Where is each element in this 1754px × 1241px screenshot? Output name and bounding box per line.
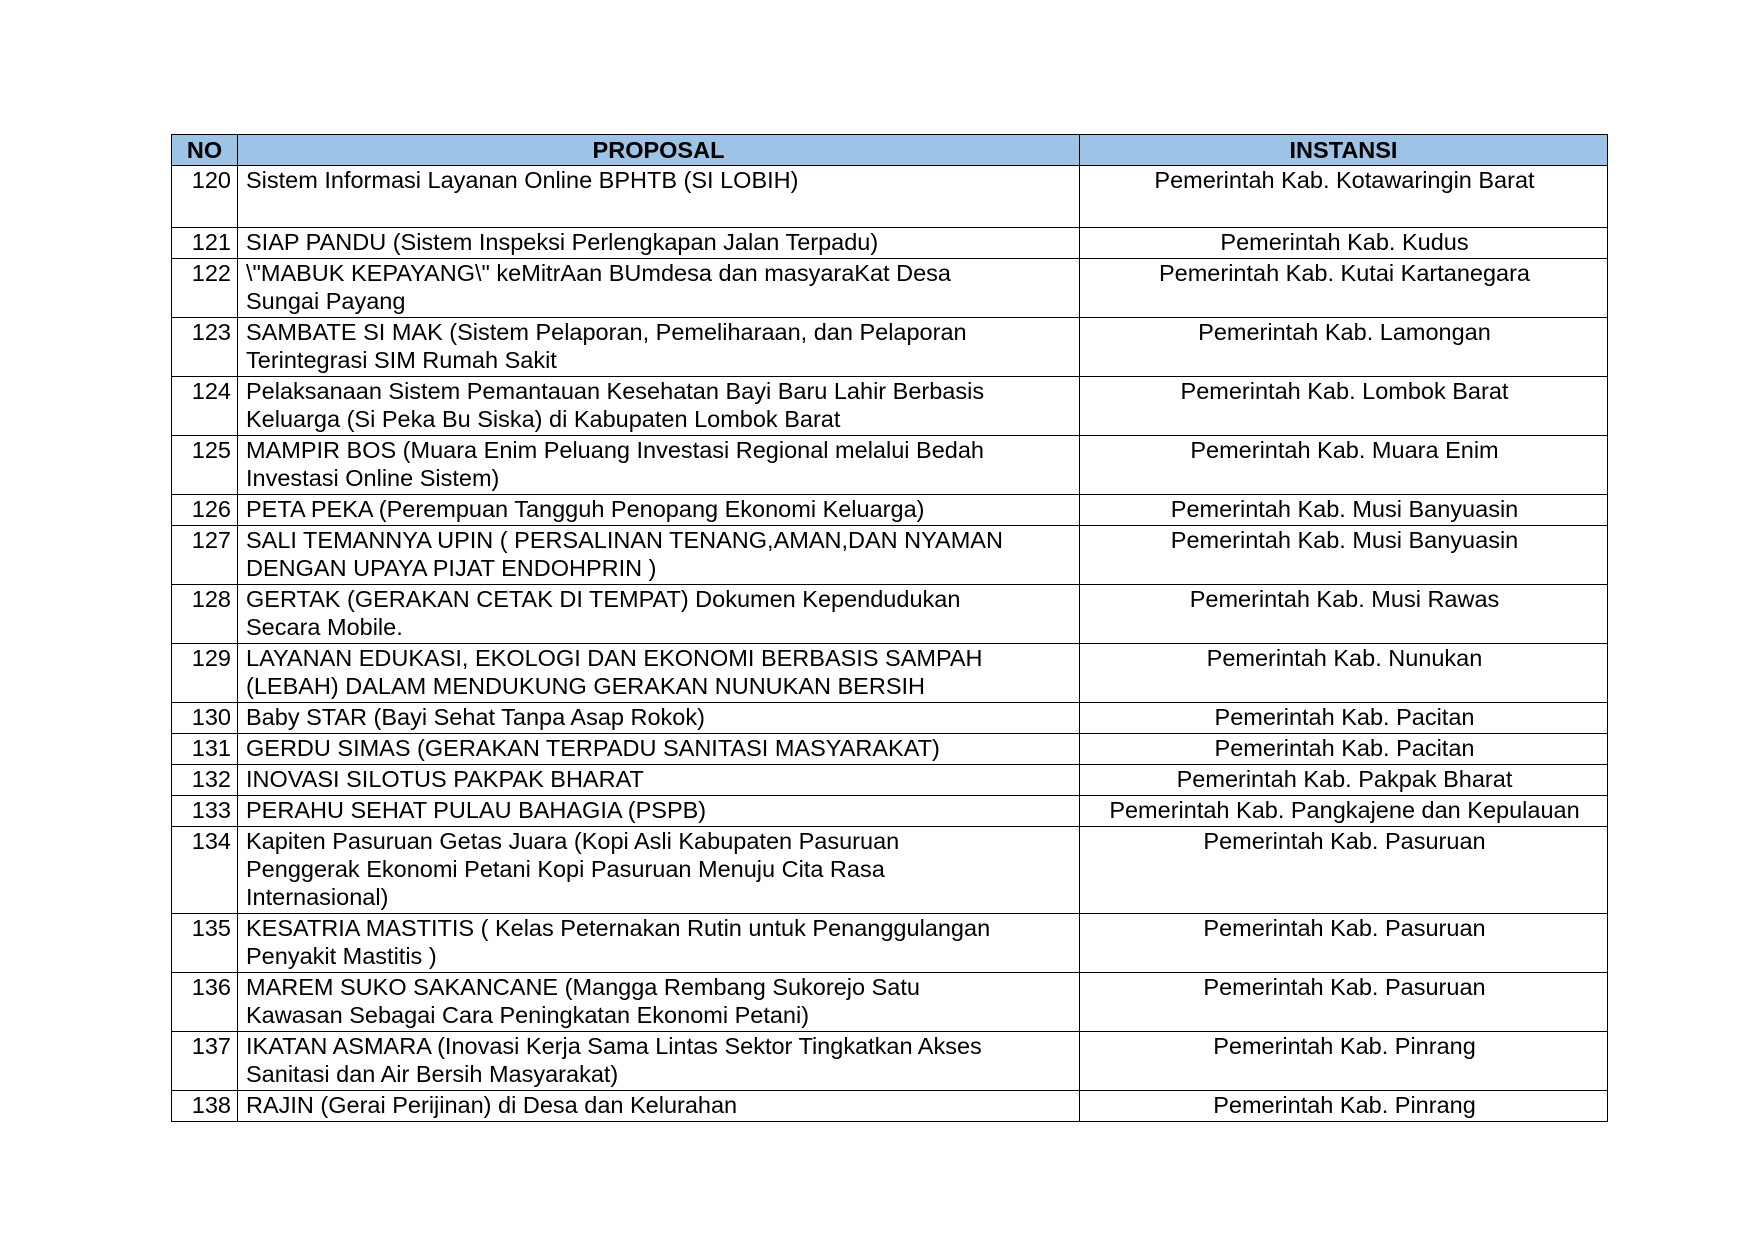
cell-no: 123 — [172, 318, 238, 377]
table-row — [172, 765, 1608, 796]
proposal-line: Baby STAR (Bayi Sehat Tanpa Asap Rokok) — [246, 704, 705, 730]
cell-proposal — [238, 526, 1080, 585]
cell-proposal — [238, 973, 1080, 1032]
cell-no: 135 — [172, 914, 238, 973]
proposal-line: Sistem Informasi Layanan Online BPHTB (SI LOBIH) — [246, 167, 799, 193]
cell-instansi: Pemerintah Kab. Pinrang — [1080, 1091, 1608, 1122]
proposal-line: SAMBATE SI MAK (Sistem Pelaporan, Pemeliharaan, dan Pelaporan — [246, 319, 967, 345]
cell-instansi: Pemerintah Kab. Pasuruan — [1080, 973, 1608, 1032]
cell-no: 126 — [172, 495, 238, 526]
cell-no: 134 — [172, 827, 238, 914]
cell-instansi: Pemerintah Kab. Musi Rawas — [1080, 585, 1608, 644]
header-no: NO — [172, 135, 238, 166]
cell-no: 131 — [172, 734, 238, 765]
proposal-line: GERDU SIMAS (GERAKAN TERPADU SANITASI MASYARAKAT) — [246, 735, 940, 761]
cell-no: 120 — [172, 166, 238, 228]
cell-no: 122 — [172, 259, 238, 318]
cell-proposal — [238, 1032, 1080, 1091]
proposal-table — [171, 134, 1608, 1122]
proposal-line: GERTAK (GERAKAN CETAK DI TEMPAT) Dokumen Kependudukan — [246, 586, 961, 612]
header-instansi: INSTANSI — [1080, 135, 1608, 166]
cell-proposal — [238, 436, 1080, 495]
table-row — [172, 1091, 1608, 1122]
proposal-line: Penggerak Ekonomi Petani Kopi Pasuruan Menuju Cita Rasa — [246, 856, 885, 882]
cell-instansi: Pemerintah Kab. Pacitan — [1080, 703, 1608, 734]
table-row — [172, 734, 1608, 765]
cell-proposal — [238, 318, 1080, 377]
cell-proposal — [238, 734, 1080, 765]
proposal-line: PERAHU SEHAT PULAU BAHAGIA (PSPB) — [246, 797, 707, 823]
cell-no: 128 — [172, 585, 238, 644]
cell-proposal — [238, 585, 1080, 644]
table-row — [172, 703, 1608, 734]
proposal-line: (LEBAH) DALAM MENDUKUNG GERAKAN NUNUKAN BERSIH — [246, 673, 925, 699]
proposal-line: Investasi Online Sistem) — [246, 465, 500, 491]
proposal-line: Sanitasi dan Air Bersih Masyarakat) — [246, 1061, 619, 1087]
cell-instansi: Pemerintah Kab. Pinrang — [1080, 1032, 1608, 1091]
cell-proposal — [238, 703, 1080, 734]
proposal-line: Pelaksanaan Sistem Pemantauan Kesehatan Bayi Baru Lahir Berbasis — [246, 378, 985, 404]
table-row — [172, 827, 1608, 914]
proposal-line: PETA PEKA (Perempuan Tangguh Penopang Ekonomi Keluarga) — [246, 496, 925, 522]
cell-proposal — [238, 495, 1080, 526]
table-row — [172, 495, 1608, 526]
table-row — [172, 914, 1608, 973]
proposal-line: Keluarga (Si Peka Bu Siska) di Kabupaten Lombok Barat — [246, 406, 841, 432]
cell-instansi: Pemerintah Kab. Pakpak Bharat — [1080, 765, 1608, 796]
header-proposal: PROPOSAL — [238, 135, 1080, 166]
table-row — [172, 973, 1608, 1032]
cell-instansi: Pemerintah Kab. Nunukan — [1080, 644, 1608, 703]
proposal-line: LAYANAN EDUKASI, EKOLOGI DAN EKONOMI BERBASIS SAMPAH — [246, 645, 983, 671]
cell-instansi: Pemerintah Kab. Pacitan — [1080, 734, 1608, 765]
cell-instansi: Pemerintah Kab. Musi Banyuasin — [1080, 495, 1608, 526]
cell-no: 137 — [172, 1032, 238, 1091]
header-row — [172, 135, 1608, 166]
cell-proposal — [238, 228, 1080, 259]
cell-instansi: Pemerintah Kab. Pangkajene dan Kepulauan — [1080, 796, 1608, 827]
cell-proposal — [238, 166, 1080, 228]
proposal-line: MAREM SUKO SAKANCANE (Mangga Rembang Sukorejo Satu — [246, 974, 920, 1000]
proposal-line: SIAP PANDU (Sistem Inspeksi Perlengkapan Jalan Terpadu) — [246, 229, 879, 255]
table-header — [172, 135, 1608, 166]
proposal-line: DENGAN UPAYA PIJAT ENDOHPRIN ) — [246, 555, 657, 581]
cell-no: 125 — [172, 436, 238, 495]
proposal-line: SALI TEMANNYA UPIN ( PERSALINAN TENANG,AMAN,DAN NYAMAN — [246, 527, 1003, 553]
cell-proposal — [238, 827, 1080, 914]
cell-instansi: Pemerintah Kab. Pasuruan — [1080, 914, 1608, 973]
cell-instansi: Pemerintah Kab. Lombok Barat — [1080, 377, 1608, 436]
table-row — [172, 436, 1608, 495]
cell-proposal — [238, 914, 1080, 973]
proposal-line: \"MABUK KEPAYANG\" keMitrAan BUmdesa dan masyaraKat Desa — [246, 260, 951, 286]
table-body — [172, 166, 1608, 1122]
proposal-line: IKATAN ASMARA (Inovasi Kerja Sama Lintas Sektor Tingkatkan Akses — [246, 1033, 982, 1059]
cell-no: 130 — [172, 703, 238, 734]
cell-no: 121 — [172, 228, 238, 259]
table-row — [172, 228, 1608, 259]
table-row — [172, 377, 1608, 436]
table-row — [172, 259, 1608, 318]
cell-no: 138 — [172, 1091, 238, 1122]
cell-proposal — [238, 377, 1080, 436]
proposal-line: Kapiten Pasuruan Getas Juara (Kopi Asli Kabupaten Pasuruan — [246, 828, 900, 854]
proposal-line: Penyakit Mastitis ) — [246, 943, 437, 969]
cell-no: 124 — [172, 377, 238, 436]
cell-no: 132 — [172, 765, 238, 796]
proposal-line: Kawasan Sebagai Cara Peningkatan Ekonomi Petani) — [246, 1002, 810, 1028]
cell-proposal — [238, 796, 1080, 827]
cell-no: 133 — [172, 796, 238, 827]
cell-instansi: Pemerintah Kab. Kudus — [1080, 228, 1608, 259]
cell-instansi: Pemerintah Kab. Lamongan — [1080, 318, 1608, 377]
table-row — [172, 318, 1608, 377]
table-row — [172, 526, 1608, 585]
table-row — [172, 796, 1608, 827]
table-row — [172, 644, 1608, 703]
proposal-line: INOVASI SILOTUS PAKPAK BHARAT — [246, 766, 644, 792]
table-row — [172, 1032, 1608, 1091]
table-row — [172, 585, 1608, 644]
proposal-line: Terintegrasi SIM Rumah Sakit — [246, 347, 557, 373]
cell-no: 136 — [172, 973, 238, 1032]
cell-instansi: Pemerintah Kab. Muara Enim — [1080, 436, 1608, 495]
proposal-line: MAMPIR BOS (Muara Enim Peluang Investasi Regional melalui Bedah — [246, 437, 984, 463]
cell-proposal — [238, 1091, 1080, 1122]
cell-proposal — [238, 765, 1080, 796]
cell-no: 129 — [172, 644, 238, 703]
cell-instansi: Pemerintah Kab. Musi Banyuasin — [1080, 526, 1608, 585]
proposal-line: Sungai Payang — [246, 288, 406, 314]
cell-instansi: Pemerintah Kab. Pasuruan — [1080, 827, 1608, 914]
proposal-line: Internasional) — [246, 884, 389, 910]
proposal-line: Secara Mobile. — [246, 614, 403, 640]
table-row — [172, 166, 1608, 228]
cell-proposal — [238, 259, 1080, 318]
cell-no: 127 — [172, 526, 238, 585]
proposal-line: RAJIN (Gerai Perijinan) di Desa dan Kelurahan — [246, 1092, 738, 1118]
proposal-line: KESATRIA MASTITIS ( Kelas Peternakan Rutin untuk Penanggulangan — [246, 915, 991, 941]
cell-instansi: Pemerintah Kab. Kutai Kartanegara — [1080, 259, 1608, 318]
cell-proposal — [238, 644, 1080, 703]
cell-instansi: Pemerintah Kab. Kotawaringin Barat — [1080, 166, 1608, 228]
